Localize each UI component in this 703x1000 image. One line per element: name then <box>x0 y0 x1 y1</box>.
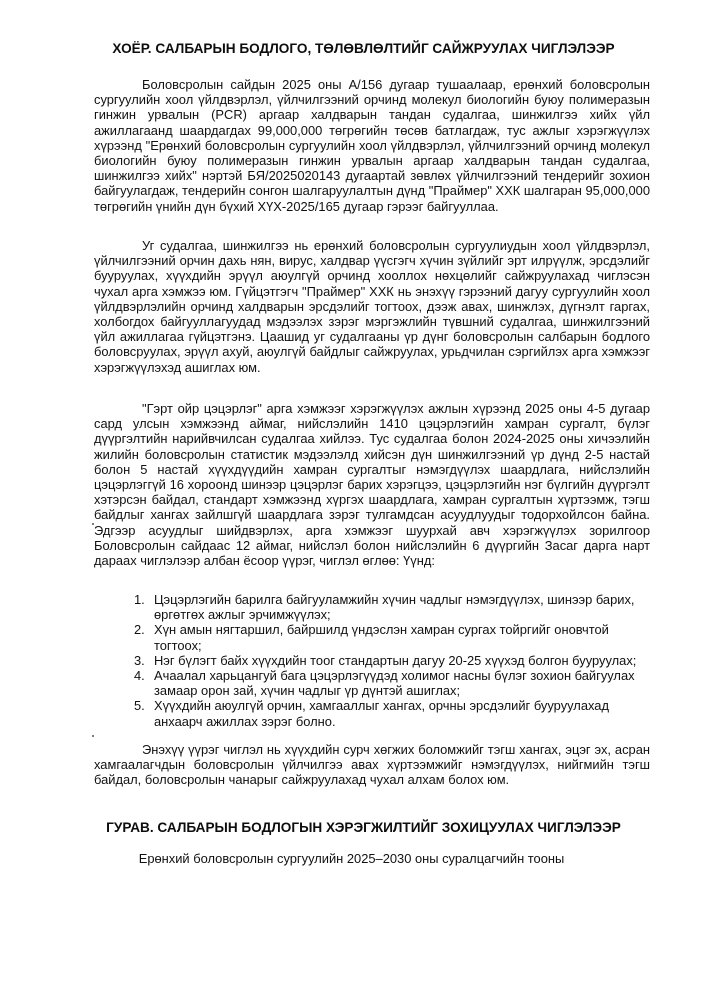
list-item-text: Цэцэрлэгийн барилга байгууламжийн хүчин чадлыг нэмэгдүүлэх, шинээр барих, өргөтгөх ажлыг эрчимжүүлэх; <box>154 592 635 623</box>
list-item-number: 5. <box>134 698 145 714</box>
list-item-text: Хүүхдийн аюулгүй орчин, хамгааллыг хангах, орчны эрсдэлийг бууруулахад анхаарч ажиллах зэрэг болно. <box>154 698 609 729</box>
section-two-heading: ХОЁР. САЛБАРЫН БОДЛОГО, ТӨЛӨВЛӨЛТИЙГ САЙЖРУУЛАХ ЧИГЛЭЛЭЭР <box>112 41 615 56</box>
list-item-number: 3. <box>134 652 145 668</box>
list-item-text: Нэг бүлэгт байх хүүхдийн тоог стандартын дагуу 20-25 хүүхэд болгон бууруулах; <box>154 652 637 668</box>
paragraph-study-purpose: Уг судалгаа, шинжилгээ нь ерөнхий боловсролын сургуулиудын хоол үйлдвэрлэл, үйлчилгээний орчин дахь нян, вирус, халдвар үүсгэгч хүчин зүйлийг эрт илрүүлж, эрсдэлийг бууруулах, хүүхдийн эрүүл аюулгүй орчинд хооллох нөхцөлийг сайжруулахад чиглэсэн чухал арга хэмжээ юм. Гүйцэтгэгч "Праймер" ХХК нь энэхүү гэрээний дагуу сургуулийн хоол үйлдвэрлэлийн орчинд халдварын эрсдэлийг тогтоох, дээж авах, шинжлэх, дүгнэлт гаргах, холбогдох байгууллагуудад мэдээлэх зэрэг мэргэжлийн түвшний судалгаа, шинжилгээний үйл ажиллагаа гүйцэтгэнэ. Цаашид уг судалгааны үр дүнг боловсролын салбарын бодлого боловсруулах, эрүүл ахуй, аюулгүй байдлыг сайжруулах, урьдчилан сэргийлэх арга хэмжээг хэрэгжүүлэхэд ашиглах юм. <box>94 238 650 375</box>
section-three-heading: ГУРАВ. САЛБАРЫН БОДЛОГЫН ХЭРЭГЖИЛТИЙГ ЗОХИЦУУЛАХ ЧИГЛЭЛЭЭР <box>106 820 621 835</box>
list-item-text: Хүн амын нягтаршил, байршилд үндэслэн хамран сургах тойргийг оновчтой тогтоох; <box>154 622 609 653</box>
scan-speck <box>92 523 94 525</box>
paragraph-kindergarten-initiative: "Гэрт ойр цэцэрлэг" арга хэмжээг хэрэгжүүлэх ажлын хүрээнд 2025 оны 4-5 дугаар сард улсын хэмжээнд аймаг, нийслэлийн 1410 цэцэрлэгийн хамран сургалт, бүлэг дүүргэлтийн нарийвчилсан судалгаа хийлээ. Тус судалгаа болон 2024-2025 оны хичээлийн жилийн боловсролын статистик мэдээлэлд хийсэн дүн шинжилгээний үр дүнд 2-5 настай болон 5 настай хүүхдүүдийн хамран сургалтыг нэмэгдүүлэх шаардлага, нийслэлийн цэцэрлэггүй 16 хороонд шинээр цэцэрлэг барих хэрэгцээ, цэцэрлэгийн нэг бүлгийн дүүргэлт хэтэрсэн байдал, стандарт хэмжээнд хүргэх шаардлага, хамран сургалтын хүртээмж, тэгш байдлыг хангах зайлшгүй шаардлага зэрэг тулгамдсан асуудлуудыг тодорхойлсон байна. Эдгээр асуудлыг шийдвэрлэх, арга хэмжээг шуурхай авч хэрэгжүүлэх зорилгоор Боловсролын сайдаас 12 аймаг, нийслэл болон нийслэлийн 6 дүүргийн Засаг дарга нарт дараах чиглэлээр албан ёсоор үүрэг, чиглэл өглөө: Үүнд: <box>94 401 650 569</box>
list-item-text: Ачаалал харьцангуй бага цэцэрлэгүүдэд холимог насны бүлэг зохион байгуулах замаар орон зай, хүчин чадлыг үр дүнтэй ашиглах; <box>154 668 635 699</box>
list-item-number: 2. <box>134 622 145 638</box>
list-item <box>134 622 654 652</box>
list-item <box>134 668 654 698</box>
list-item <box>134 698 654 728</box>
section-three-subtitle: Ерөнхий боловсролын сургуулийн 2025–2030 оны суралцагчийн тооны <box>138 851 565 866</box>
list-item-number: 4. <box>134 668 145 684</box>
scan-speck <box>92 735 94 737</box>
list-item <box>134 592 654 622</box>
paragraph-pcr-study-budget: Боловсролын сайдын 2025 оны А/156 дугаар тушаалаар, ерөнхий боловсролын сургуулийн хоол үйлдвэрлэл, үйлчилгээний орчинд молекул биологийн буюу полимеразын гинжин урвалын (PCR) аргаар халдварын тандан судалгаа, шинжилгээ хийх үйл ажиллагаанд шаардагдах 99,000,000 төгрөгийн төсөв батлагдаж, тус ажлыг хэрэгжүүлэх хүрээнд "Ерөнхий боловсролын сургуулийн хоол үйлдвэрлэл, үйлчилгээний орчинд молекул биологийн буюу полимеразын гинжин урвалын аргаар халдварын тандан судалгаа, шинжилгээ хийх" нэртэй БЯ/2025020143 дугаартай зөвлөх үйлчилгээний тендерийг зохион байгуулагдаж, тендерийн сонгон шалгаруулалтын дүнд "Праймер" ХХК шалгаран 95,000,000 төгрөгийн үнийн дүн бүхий ХҮХ-2025/165 дугаар гэрээг байгууллаа. <box>94 77 650 214</box>
list-item-number: 1. <box>134 592 145 607</box>
directive-list <box>134 592 654 729</box>
list-item <box>134 653 654 668</box>
paragraph-conclusion: Энэхүү үүрэг чиглэл нь хүүхдийн сурч хөгжих боломжийг тэгш хангах, эцэг эх, асран хамгаалагчдын боловсролын үйлчилгээ авах хүртээмжийг нэмэгдүүлэх, нийгмийн тэгш байдал, боловсролын чанарыг сайжруулахад чухал алхам болох юм. <box>94 742 650 788</box>
